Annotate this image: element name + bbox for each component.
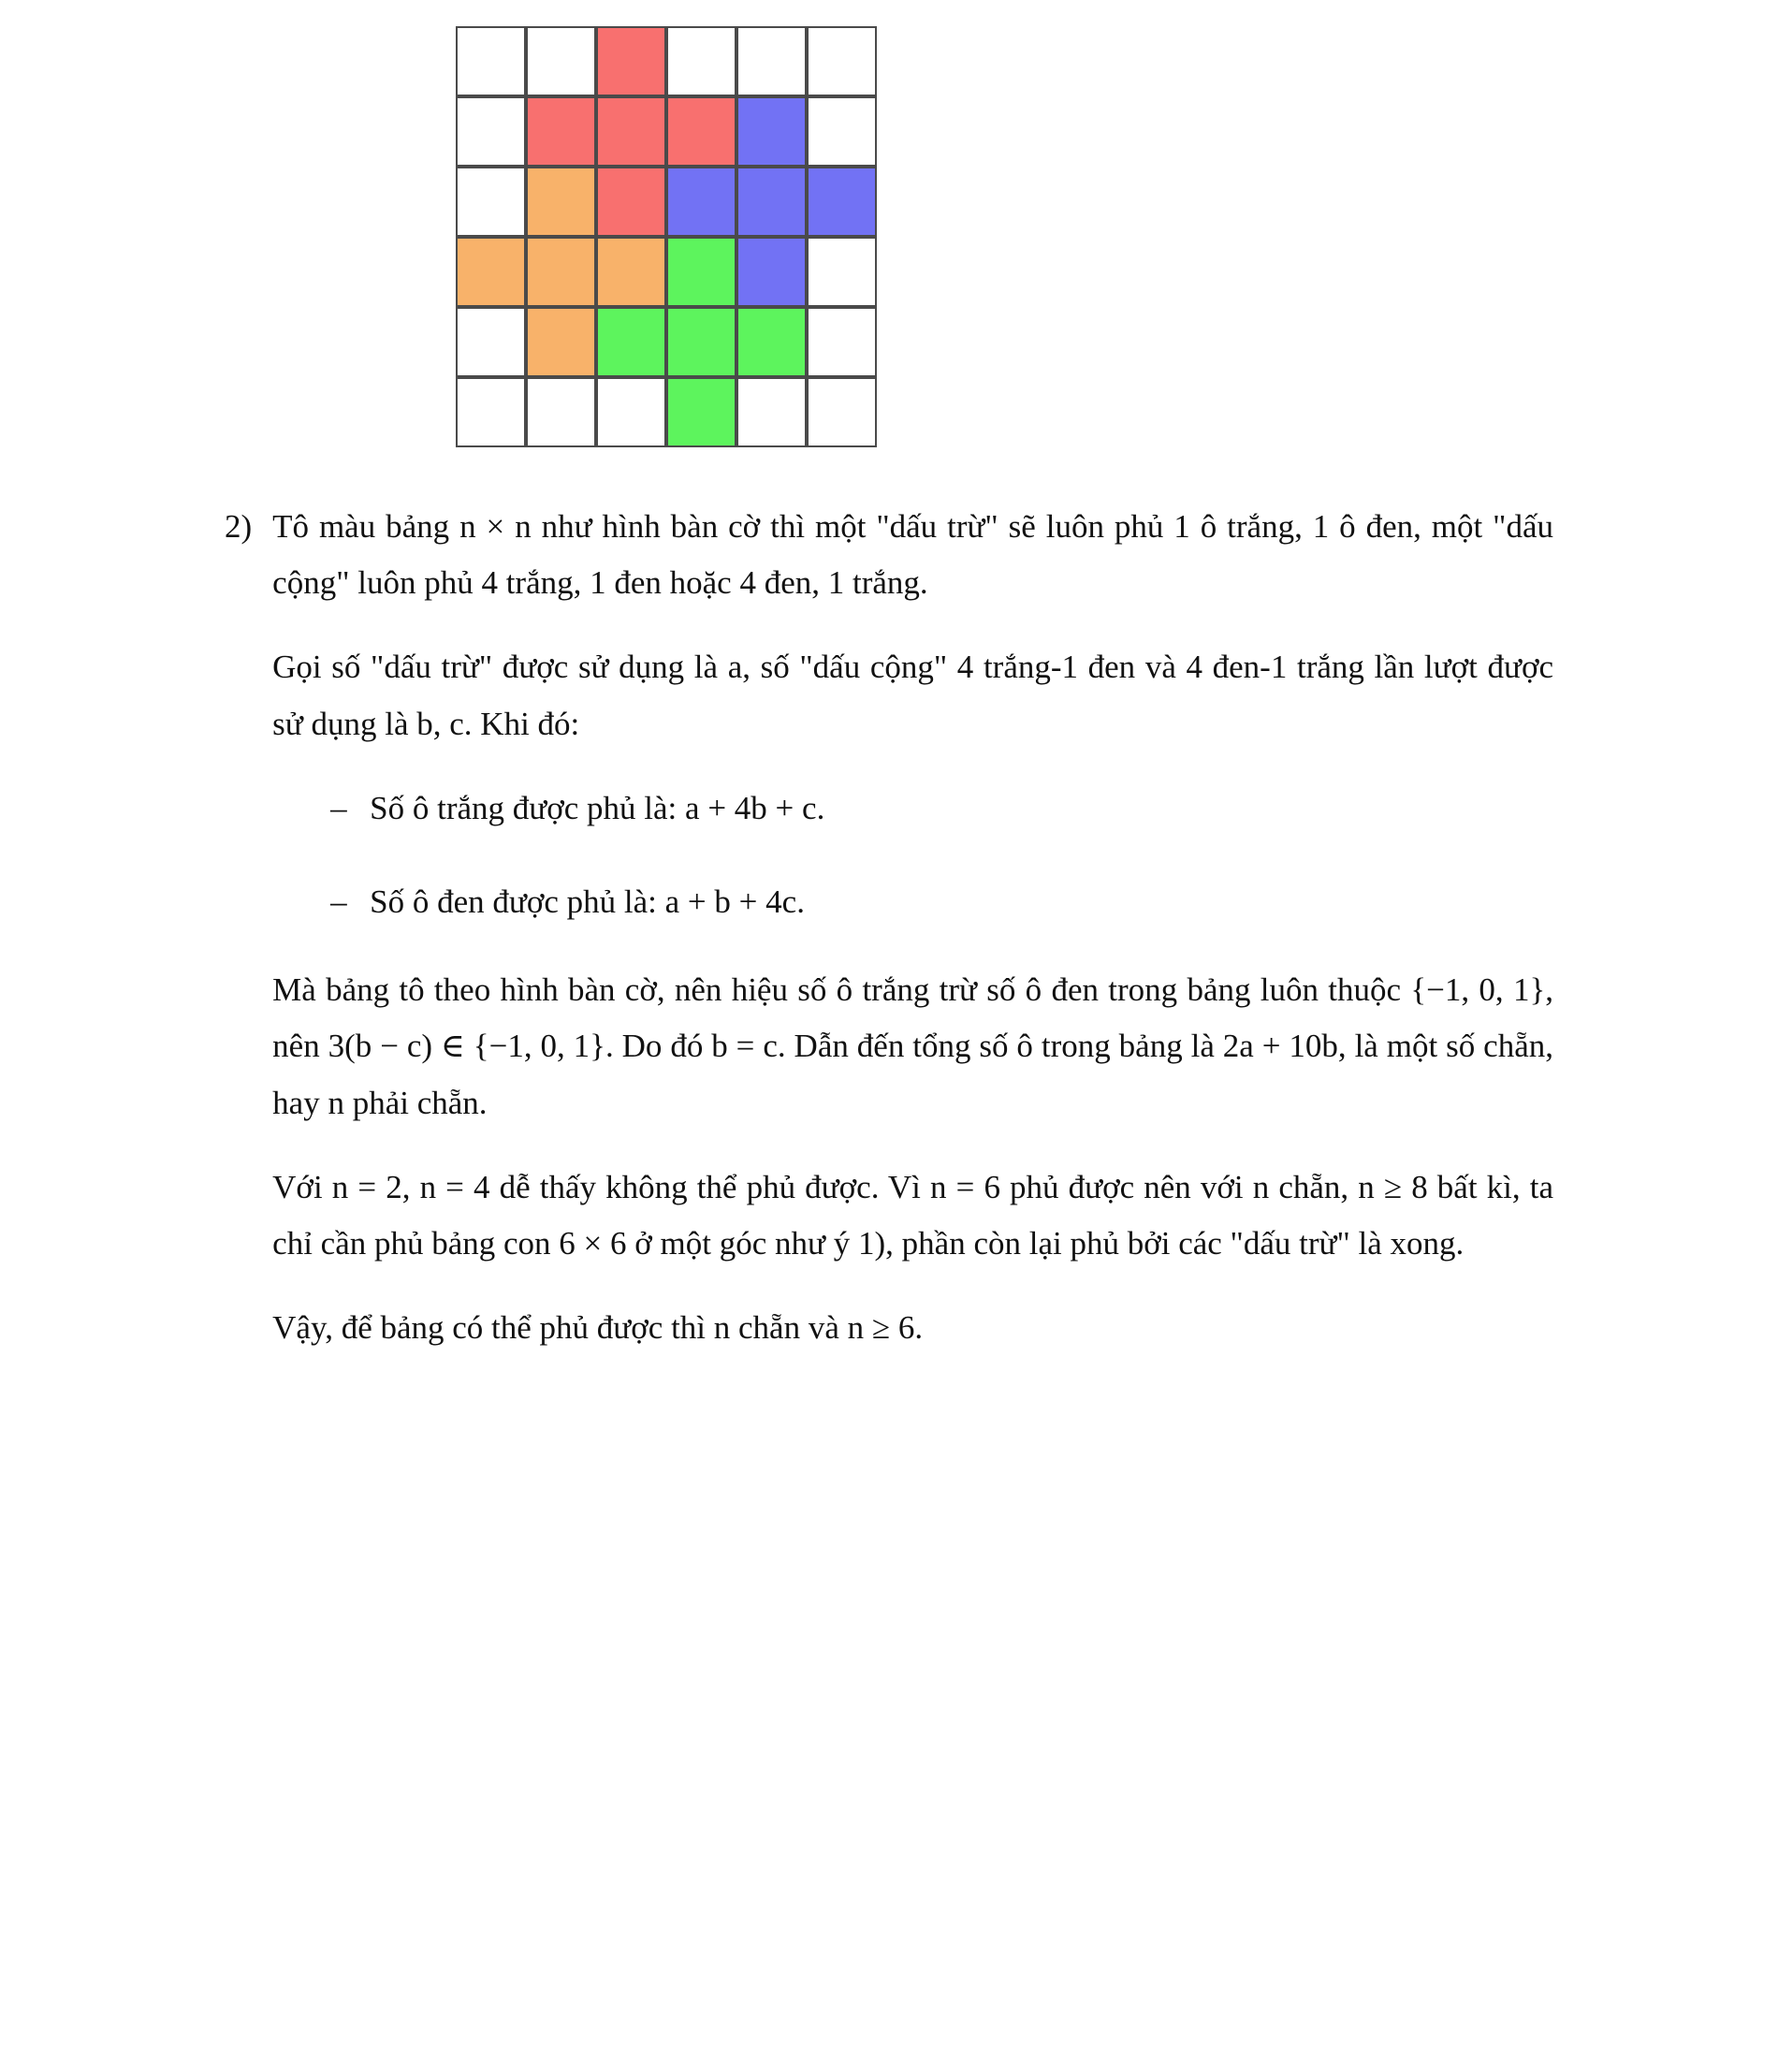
grid-cell-r5c5: [736, 307, 807, 377]
grid-cell-r4c3: [596, 237, 666, 307]
grid-cell-r5c4: [666, 307, 736, 377]
dash-bullet-icon: –: [330, 883, 347, 920]
grid-cell-r6c5: [736, 377, 807, 447]
grid-cell-r6c4: [666, 377, 736, 447]
paragraph-5: Vậy, để bảng có thể phủ được thì n chẵn và n ≥ 6.: [272, 1309, 924, 1347]
item-number: 2): [225, 508, 253, 545]
paragraph-3: Mà bảng tô theo hình bàn cờ, nên hiệu số ô trắng trừ số ô đen trong bảng luôn thuộc {−1, 0, 1}, nên 3(b − c) ∈ {−1, 0, 1}. Do đó b = c. Dẫn đến tổng số ô trong bảng là 2a + 10b, là một số chẵn, hay n phải chẵn.: [272, 971, 1553, 1121]
grid-cell-r1c5: [736, 26, 807, 96]
grid-row: [456, 377, 877, 447]
grid-cell-r2c2: [526, 96, 596, 167]
grid-cell-r2c1: [456, 96, 526, 167]
grid-cell-r1c4: [666, 26, 736, 96]
grid-cell-r5c2: [526, 307, 596, 377]
grid-cell-r3c2: [526, 167, 596, 237]
grid-cell-r3c6: [807, 167, 877, 237]
grid-cell-r4c2: [526, 237, 596, 307]
grid-row: [456, 307, 877, 377]
grid-cell-r1c2: [526, 26, 596, 96]
grid-cell-r3c3: [596, 167, 666, 237]
grid-cell-r1c3: [596, 26, 666, 96]
grid-cell-r6c2: [526, 377, 596, 447]
solution-text: [225, 452, 1553, 1356]
list-item-label: Số ô trắng được phủ là: a + 4b + c.: [370, 789, 825, 826]
grid-row: [456, 167, 877, 237]
grid-cell-r5c3: [596, 307, 666, 377]
dash-bullet-icon: –: [330, 789, 347, 826]
grid-row: [456, 96, 877, 167]
grid-cell-r4c4: [666, 237, 736, 307]
grid-cell-r2c5: [736, 96, 807, 167]
grid-cell-r4c1: [456, 237, 526, 307]
list-item-label: Số ô đen được phủ là: a + b + 4c.: [370, 883, 805, 920]
grid-cell-r6c3: [596, 377, 666, 447]
list-item: [330, 874, 1553, 930]
grid-cell-r3c4: [666, 167, 736, 237]
tiling-grid: [456, 26, 877, 447]
grid-row: [456, 237, 877, 307]
grid-cell-r3c5: [736, 167, 807, 237]
grid-cell-r2c3: [596, 96, 666, 167]
grid-cell-r6c6: [807, 377, 877, 447]
numbered-item-2: [225, 499, 1553, 1356]
grid-cell-r4c6: [807, 237, 877, 307]
figure-area: [0, 0, 1778, 452]
grid-cell-r4c5: [736, 237, 807, 307]
grid-cell-r3c1: [456, 167, 526, 237]
paragraph-1: Tô màu bảng n × n như hình bàn cờ thì một "dấu trừ" sẽ luôn phủ 1 ô trắng, 1 ô đen, một "dấu cộng" luôn phủ 4 trắng, 1 đen hoặc 4 đen, 1 trắng.: [272, 508, 1553, 602]
grid-cell-r5c6: [807, 307, 877, 377]
grid-cell-r1c6: [807, 26, 877, 96]
paragraph-2: Gọi số "dấu trừ" được sử dụng là a, số "dấu cộng" 4 trắng-1 đen và 4 đen-1 trắng lần lượt được sử dụng là b, c. Khi đó:: [272, 649, 1553, 742]
grid-cell-r6c1: [456, 377, 526, 447]
grid-cell-r1c1: [456, 26, 526, 96]
grid-cell-r2c4: [666, 96, 736, 167]
list-item: [330, 781, 1553, 837]
formula-list: [272, 781, 1553, 930]
paragraph-4: Với n = 2, n = 4 dễ thấy không thể phủ được. Vì n = 6 phủ được nên với n chẵn, n ≥ 8 bất kì, ta chỉ cần phủ bảng con 6 × 6 ở một góc như ý 1), phần còn lại phủ bởi các "dấu trừ" là xong.: [272, 1168, 1553, 1262]
tiling-figure: [456, 26, 877, 452]
grid-row: [456, 26, 877, 96]
grid-cell-r5c1: [456, 307, 526, 377]
grid-cell-r2c6: [807, 96, 877, 167]
